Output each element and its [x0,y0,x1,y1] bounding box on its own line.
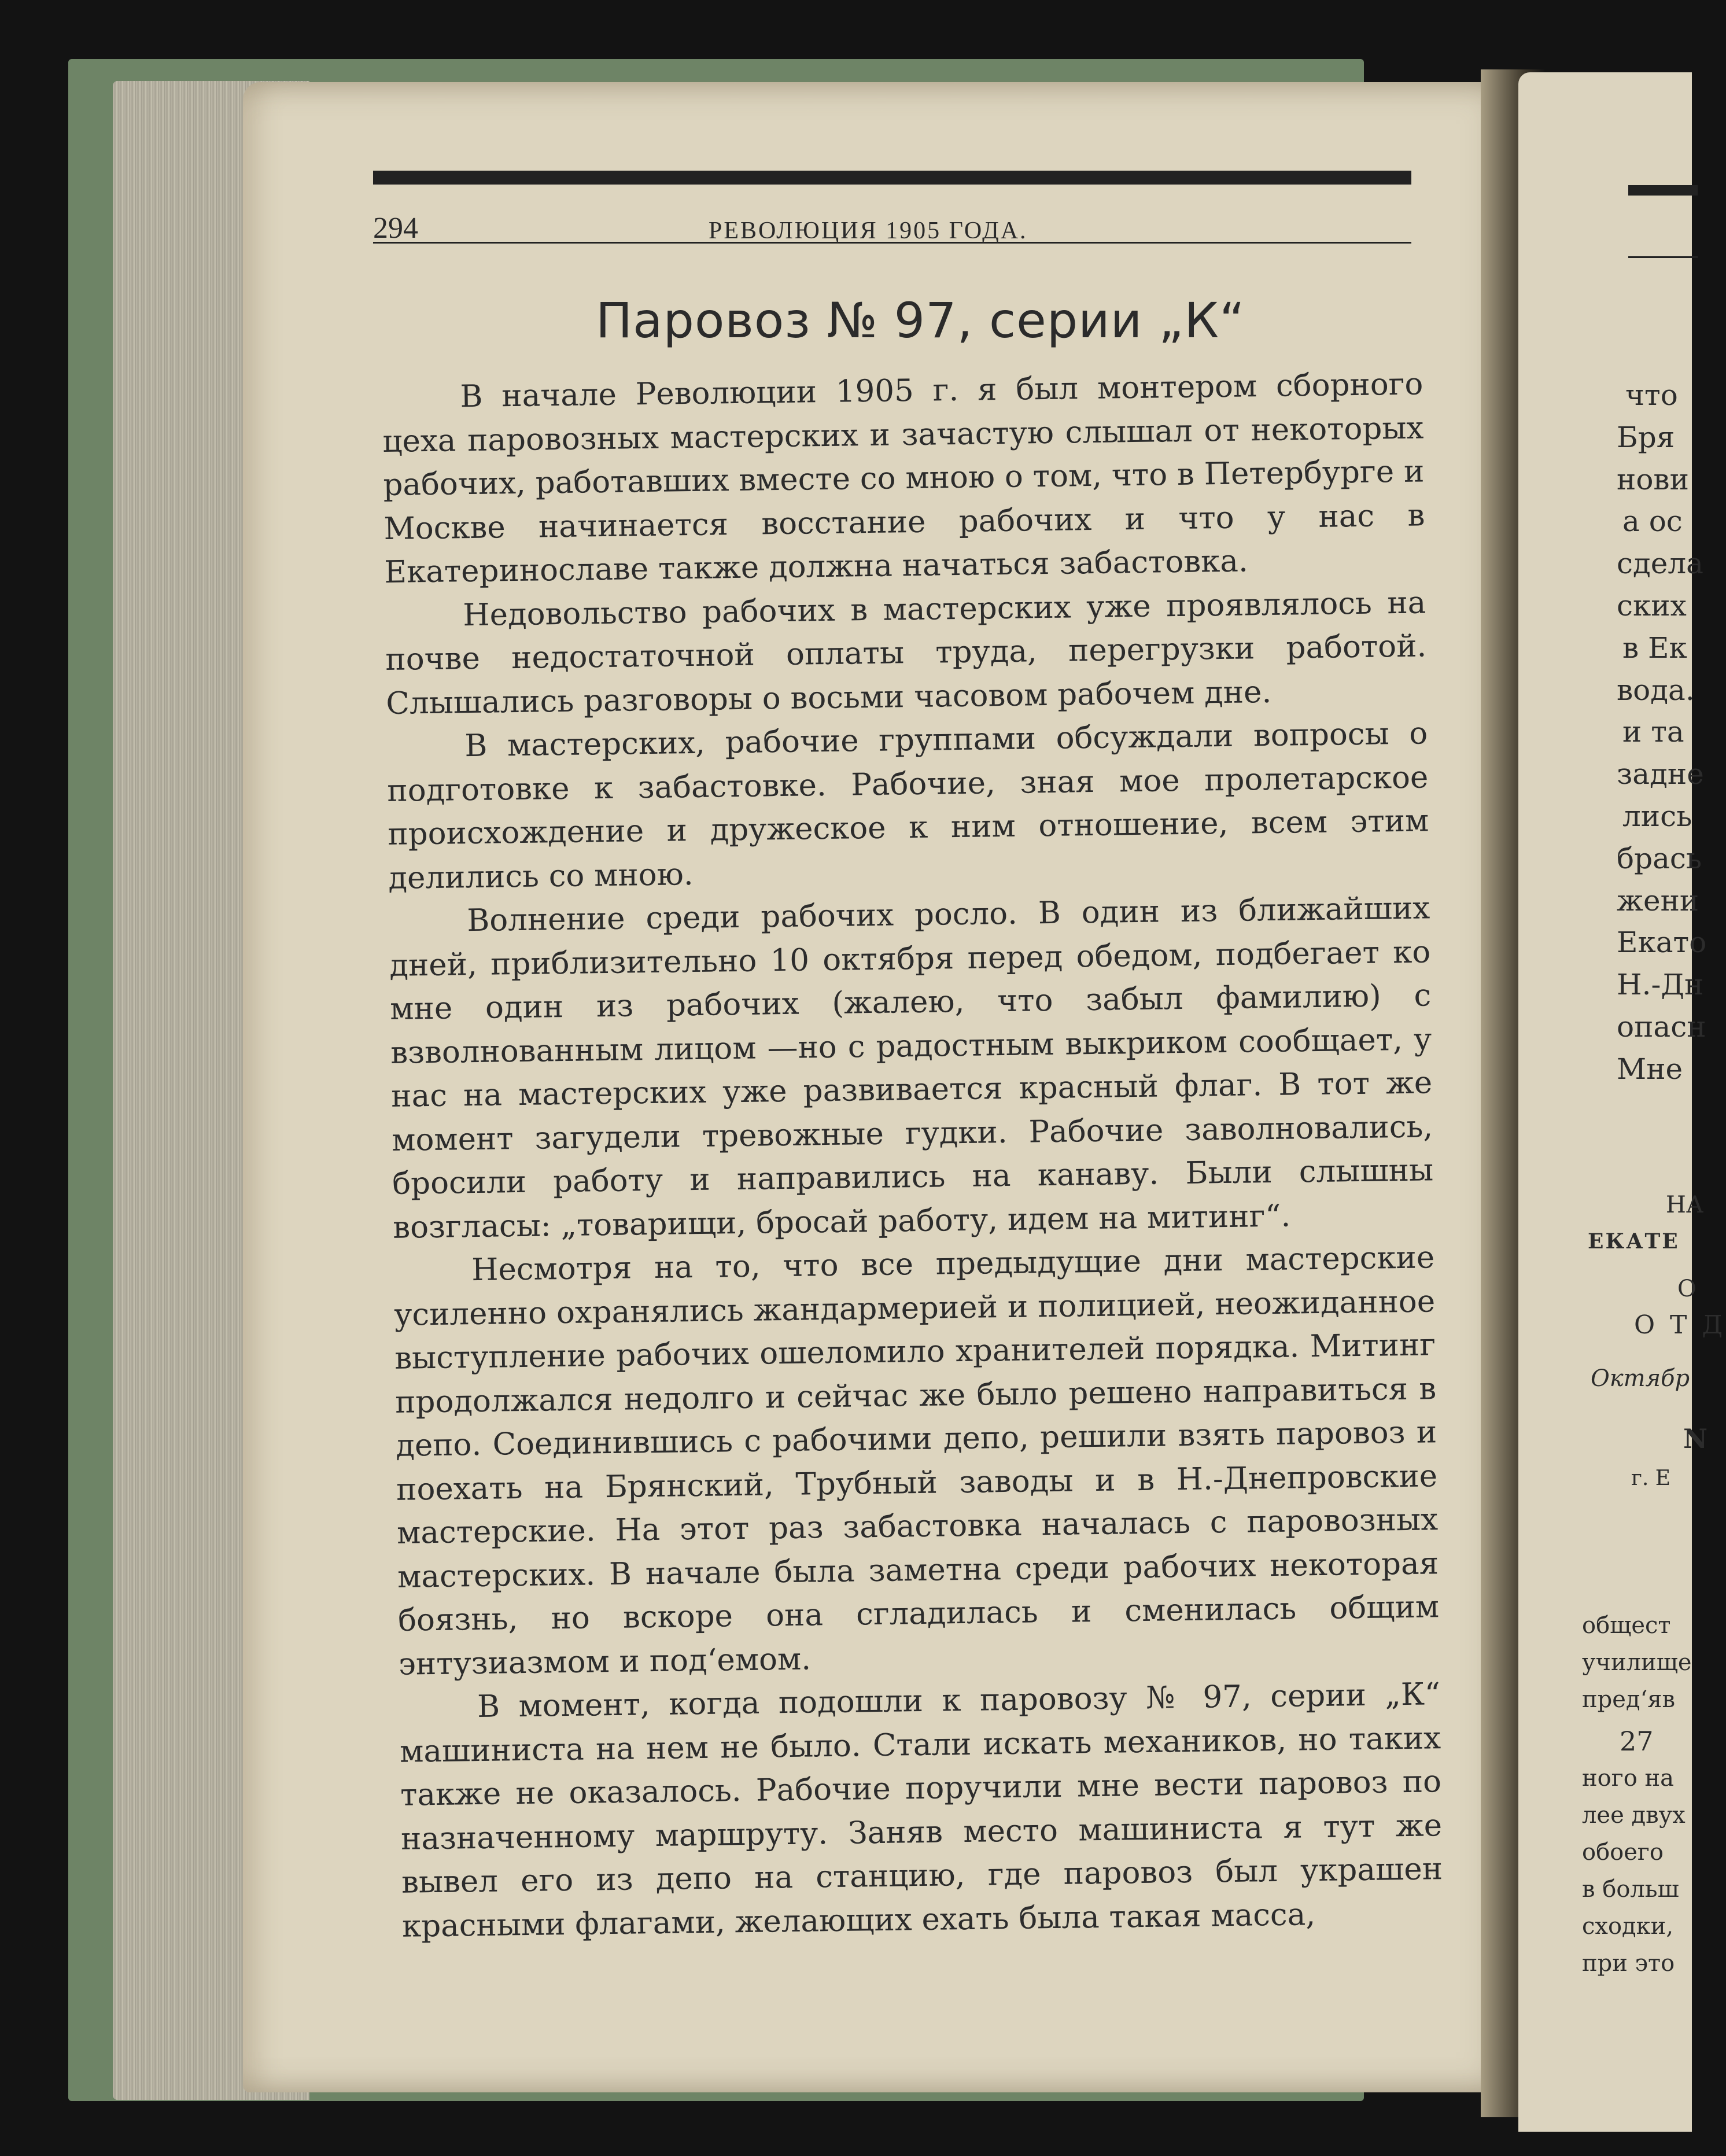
right-small-text-line: в больш [1582,1876,1679,1903]
right-text-line: в Ек [1622,631,1687,665]
right-text-line: опасн [1617,1010,1706,1044]
running-head-title: РЕВОЛЮЦИЯ 1905 ГОДА. [709,218,1028,244]
right-text-line: Мне [1617,1052,1683,1086]
paragraph: Недовольство рабочих в мастерских уже проявлялось на почве недостаточной оплаты труда, перегрузки работой. Слышались разговоры о восьми часовом рабочем дне. [385,584,1427,721]
header-rule-thick [373,171,1411,185]
paragraph: В начале Революции 1905 г. я был монтером сборного цеха паровозных мастерских и зачастую слышал от некоторых рабочих, работавших вместе со мною о том, что в Петербурге и Москве начинается восстание рабочих и что у нас в Екатеринославе также должна начаться забастовка. [382,366,1425,590]
right-heading-fragment: О Т Д [1634,1310,1726,1340]
right-small-text-line: училище [1582,1649,1692,1676]
right-text-line: Екато [1617,926,1707,960]
paragraph: В момент, когда подошли к паровозу № 97, серии „К“ машиниста на нем не было. Стали искать механиков, но таких также не оказалось. Рабочие поручили мне вести паровоз по назначенному маршруту. Заняв место машиниста я тут же вывел его из депо на станцию, где паровоз был украшен красными флагами, желающих ехать была такая масса, [399,1676,1443,1944]
right-header-rule [1628,185,1698,196]
paragraph: Волнение среди рабочих росло. В один из ближайших дней, приблизительно 10 октября перед обедом, подбегает ко мне один из рабочих (жалею, что забыл фамилию) с взволнованным лицом —но с радостным выкриком сообщает, у нас на мастерских уже развивается красный флаг. В тот же момент загудели тревожные гудки. Рабочие заволновались, бросили работу и направились на канаву. Были слышны возгласы: „товарищи, бросай работу, идем на митинг“. [389,890,1434,1245]
right-text-line: а ос [1622,504,1683,539]
paragraph: Несмотря на то, что все предыдущие дни мастерские усиленно охранялись жандармерией и полицией, неожиданное выступление рабочих ошеломило хранителей порядка. Митинг продолжался недолго и сейчас же было решено направиться в депо. Соединившись с рабочими депо, решили взять паровоз и поехать на Брянский, Трубный заводы и в Н.-Днепровские мастерские. На этот раз забастовка началась с паровозных мастерских. В начале была заметна среди рабочих некоторая боязнь, но вскоре она сгладилась и сменилась общим энтузиазмом и под‘емом. [393,1240,1440,1682]
running-head [373,205,1411,252]
right-small-text-line: пред‘яв [1582,1686,1676,1713]
right-text-line: что [1625,378,1678,412]
page-number: 294 [373,212,418,245]
right-text-line: брась [1617,841,1702,875]
article-body [382,362,1443,1948]
right-text-line: ских [1617,589,1687,622]
right-text-line: Н.-Дн [1617,968,1704,1002]
right-text-line: и та [1622,715,1684,749]
right-heading-fragment: ЕКАТЕ [1588,1229,1680,1254]
right-small-text-line: при это [1582,1950,1675,1977]
right-text-line: лись [1622,799,1692,833]
right-mid-fragment: г. Е [1631,1466,1671,1490]
right-small-text-line: лее двух [1582,1802,1686,1829]
right-small-text-line: сходки, [1582,1913,1674,1940]
right-text-line: Бря [1617,420,1675,454]
right-text-line: задне [1617,757,1704,791]
right-small-text-line: общест [1582,1612,1671,1639]
right-mid-fragment: N [1683,1423,1708,1454]
right-small-text-line: ного на [1582,1765,1675,1792]
right-text-line: сдела [1617,547,1703,581]
right-heading-fragment: НА [1666,1192,1704,1218]
right-text-line: вода. [1617,673,1695,707]
paragraph: В мастерских, рабочие группами обсуждали вопросы о подготовке к забастовке. Рабочие, зная мое пролетарское происхождение и дружеское к ним отношение, всем этим делились со мною. [386,716,1429,896]
right-small-text-line: 27 [1620,1726,1654,1757]
right-heading-fragment: О [1677,1276,1697,1302]
right-small-text-line: обоего [1582,1839,1664,1866]
right-page [1518,72,1726,2132]
right-text-line: нови [1617,462,1689,496]
article-title: Паровоз № 97, серии „К“ [596,292,1245,349]
right-text-line: жени [1617,883,1699,917]
right-header-rule-thin [1628,256,1698,258]
right-date-fragment: Октябр [1591,1365,1690,1392]
